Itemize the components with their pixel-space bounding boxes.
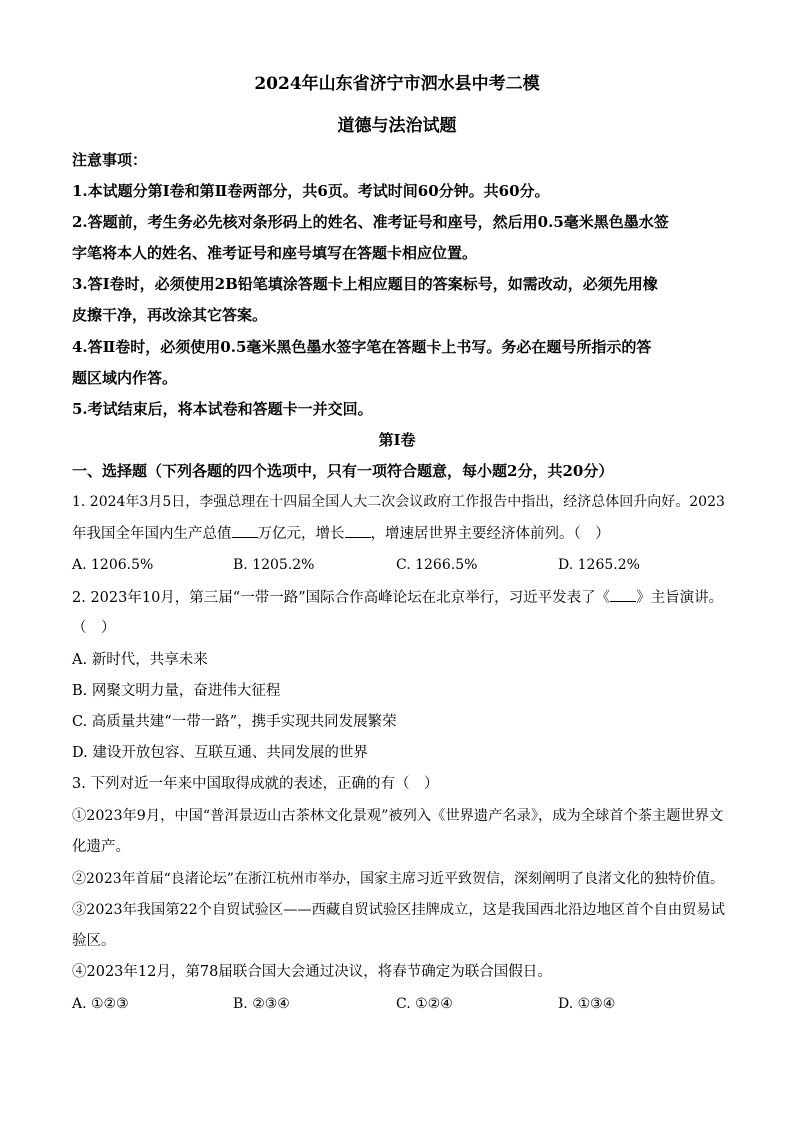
question-2-stem xyxy=(72,587,732,608)
question-1-stem-cont xyxy=(72,523,732,544)
question-3-option-b: B. ②③④ xyxy=(233,996,290,1012)
question-2-paren: （ ） xyxy=(72,620,116,636)
section-label: 第Ⅰ卷 xyxy=(378,431,416,449)
answer-blank xyxy=(610,587,636,602)
question-2-option-c: C. 高质量共建“一带一路”，携手实现共同发展繁荣 xyxy=(72,714,397,730)
question-3-item: 验区。 xyxy=(72,933,116,949)
page-title: 2024年山东省济宁市泗水县中考二模 xyxy=(254,74,540,94)
answer-blank xyxy=(345,523,371,538)
notice-line: 2.答题前，考生务必先核对条形码上的姓名、准考证号和座号，然后用0.5毫米黑色墨水签 xyxy=(72,213,669,231)
question-1-option-b: B. 1205.2% xyxy=(233,557,315,573)
notice-line: 题区域内作答。 xyxy=(72,369,178,387)
notice-line: 皮擦干净，再改涂其它答案。 xyxy=(72,306,268,324)
question-1-option-d: D. 1265.2% xyxy=(558,557,640,573)
notice-line: 5.考试结束后，将本试卷和答题卡一并交回。 xyxy=(72,400,373,418)
question-3-item: ①2023年9月，中国“普洱景迈山古茶林文化景观”被列入《世界遗产名录》，成为全球首个茶主题世界文 xyxy=(72,808,724,824)
notice-heading: 注意事项： xyxy=(72,151,148,169)
page-subtitle: 道德与法治试题 xyxy=(337,116,457,136)
question-3-item: 化遗产。 xyxy=(72,839,130,855)
notice-line: 4.答Ⅱ卷时，必须使用0.5毫米黑色墨水签字笔在答题卡上书写。务必在题号所指示的答 xyxy=(72,338,652,356)
question-3-item: ④2023年12月，第78届联合国大会通过决议，将春节确定为联合国假日。 xyxy=(72,964,552,980)
notice-line: 3.答Ⅰ卷时，必须使用2B铅笔填涂答题卡上相应题目的答案标号，如需改动，必须先用橡 xyxy=(72,275,658,293)
question-3-stem: 3. 下列对近一年来中国取得成就的表述，正确的有（ ） xyxy=(72,776,439,792)
question-3-option-d: D. ①③④ xyxy=(558,996,616,1012)
question-3-item: ②2023年首届“良渚论坛”在浙江杭州市举办，国家主席习近平致贺信，深刻阐明了良渚文化的独特价值。 xyxy=(72,871,724,887)
question-2-option-b: B. 网聚文明力量，奋进伟大征程 xyxy=(72,683,281,699)
question-2-option-a: A. 新时代，共享未来 xyxy=(72,652,208,668)
section-heading: 一、选择题（下列各题的四个选项中，只有一项符合题意，每小题2分，共20分） xyxy=(72,462,614,480)
question-3-option-c: C. ①②④ xyxy=(396,996,453,1012)
question-2-text: 》主旨演讲。 xyxy=(636,590,724,606)
question-3-item: ③2023年我国第22个自贸试验区——西藏自贸试验区挂牌成立，这是我国西北沿边地区首个自由贸易试 xyxy=(72,902,725,918)
question-1-text: 万亿元，增长 xyxy=(257,526,345,542)
question-3-option-a: A. ①②③ xyxy=(72,996,129,1012)
answer-blank xyxy=(232,523,258,538)
question-1-text: ，增速居世界主要经济体前列。（ ） xyxy=(370,526,610,542)
notice-line: 字笔将本人的姓名、准考证号和座号填写在答题卡相应位置。 xyxy=(72,244,478,262)
question-2-text: 2. 2023年10月，第三届“一带一路”国际合作高峰论坛在北京举行，习近平发表了《 xyxy=(72,590,611,606)
question-1-text: 年我国全年国内生产总值 xyxy=(72,526,232,542)
question-2-option-d: D. 建设开放包容、互联互通、共同发展的世界 xyxy=(72,745,368,761)
question-1-option-c: C. 1266.5% xyxy=(396,557,478,573)
notice-line: 1.本试题分第Ⅰ卷和第Ⅱ卷两部分，共6页。考试时间60分钟。共60分。 xyxy=(72,182,550,200)
question-1-stem: 1. 2024年3月5日，李强总理在十四届全国人大二次会议政府工作报告中指出，经济总体回升向好。2023 xyxy=(72,494,725,510)
question-1-option-a: A. 1206.5% xyxy=(72,557,154,573)
